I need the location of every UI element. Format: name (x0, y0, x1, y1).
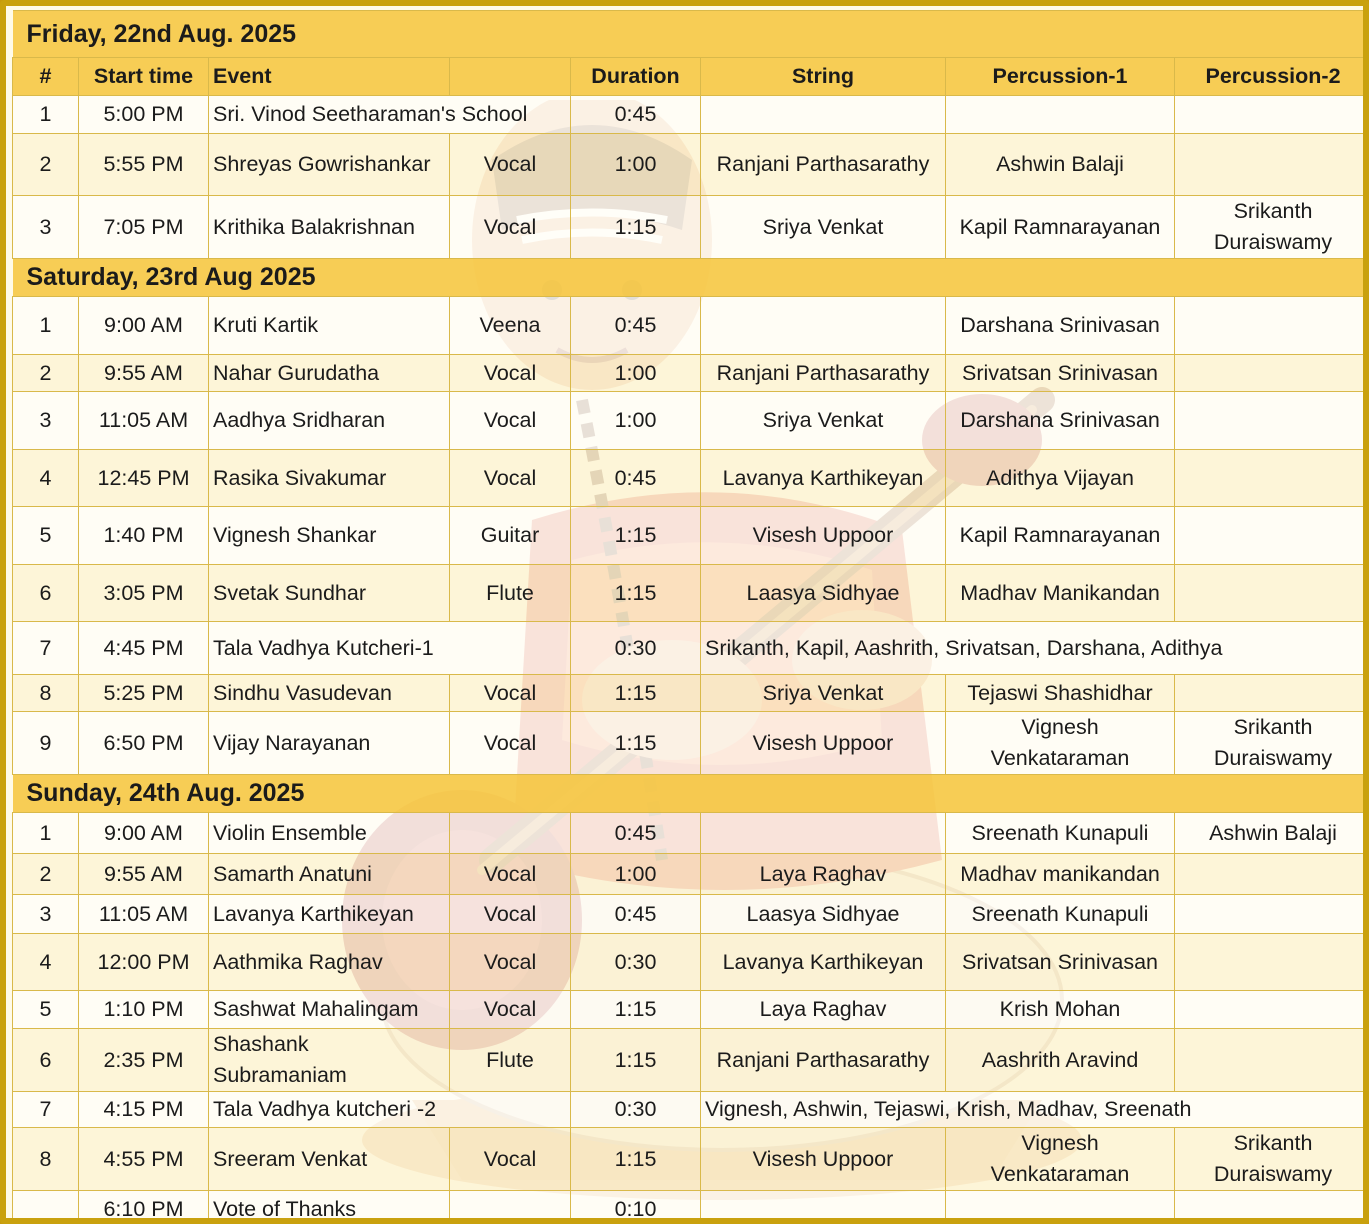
percussion-1-artist: Vignesh Venkataraman (946, 1128, 1175, 1191)
percussion-2-artist (1175, 934, 1369, 991)
percussion-2-artist (1175, 134, 1369, 196)
row-number: 7 (13, 1092, 79, 1128)
percussion-2-artist (1175, 355, 1369, 392)
percussion-2-artist (1175, 565, 1369, 622)
column-header-event: Event (209, 58, 450, 96)
percussion-2-artist (1175, 991, 1369, 1029)
day-header-row (13, 775, 1369, 813)
day-header-row (13, 259, 1369, 297)
percussion-2-artist (1175, 392, 1369, 450)
percussion-1-artist (946, 96, 1175, 134)
duration: 0:30 (571, 1092, 701, 1128)
percussion-2-artist (1175, 895, 1369, 934)
duration: 1:15 (571, 1128, 701, 1191)
column-header-number: # (13, 58, 79, 96)
start-time: 12:00 PM (79, 934, 209, 991)
event-name: Sindhu Vasudevan (209, 675, 450, 712)
row-number: 7 (13, 622, 79, 675)
table-row (13, 854, 1369, 895)
percussion-1-artist: Madhav manikandan (946, 854, 1175, 895)
table-row (13, 355, 1369, 392)
start-time: 9:00 AM (79, 297, 209, 355)
day-title: Friday, 22nd Aug. 2025 (13, 11, 1369, 58)
duration: 0:45 (571, 297, 701, 355)
start-time: 5:00 PM (79, 96, 209, 134)
table-row (13, 1092, 1369, 1128)
event-name: Tala Vadhya Kutcheri-1 (209, 622, 571, 675)
row-number: 3 (13, 392, 79, 450)
column-header-row (13, 58, 1369, 96)
string-accompanist: Sriya Venkat (701, 392, 946, 450)
instrument: Veena (450, 297, 571, 355)
string-accompanist: Laya Raghav (701, 991, 946, 1029)
start-time: 5:55 PM (79, 134, 209, 196)
column-header-instrument (450, 58, 571, 96)
event-name: Shreyas Gowrishankar (209, 134, 450, 196)
percussion-2-artist: Srikanth Duraiswamy (1175, 1128, 1369, 1191)
row-number: 2 (13, 355, 79, 392)
duration: 1:15 (571, 507, 701, 565)
table-row (13, 450, 1369, 507)
duration: 1:15 (571, 196, 701, 259)
percussion-1-artist: Sreenath Kunapuli (946, 895, 1175, 934)
string-accompanist: Laasya Sidhyae (701, 895, 946, 934)
percussion-2-artist: Ashwin Balaji (1175, 813, 1369, 854)
string-accompanist: Sriya Venkat (701, 196, 946, 259)
row-number: 5 (13, 507, 79, 565)
table-row (13, 813, 1369, 854)
instrument: Vocal (450, 196, 571, 259)
instrument: Vocal (450, 712, 571, 775)
instrument: Flute (450, 1029, 571, 1092)
table-row (13, 96, 1369, 134)
start-time: 9:55 AM (79, 355, 209, 392)
instrument (450, 1191, 571, 1224)
duration: 0:45 (571, 895, 701, 934)
table-row (13, 392, 1369, 450)
row-number: 8 (13, 1128, 79, 1191)
event-name: Vijay Narayanan (209, 712, 450, 775)
duration: 1:15 (571, 991, 701, 1029)
percussion-1-artist: Srivatsan Srinivasan (946, 934, 1175, 991)
table-row (13, 565, 1369, 622)
string-accompanist: Sriya Venkat (701, 675, 946, 712)
duration: 0:45 (571, 813, 701, 854)
table-row (13, 675, 1369, 712)
instrument: Flute (450, 565, 571, 622)
percussion-1-artist: Darshana Srinivasan (946, 297, 1175, 355)
instrument: Guitar (450, 507, 571, 565)
start-time: 2:35 PM (79, 1029, 209, 1092)
table-row (13, 934, 1369, 991)
percussion-2-artist (1175, 96, 1369, 134)
duration: 1:15 (571, 675, 701, 712)
event-name: Vignesh Shankar (209, 507, 450, 565)
percussion-1-artist: Krish Mohan (946, 991, 1175, 1029)
row-number: 1 (13, 813, 79, 854)
row-number: 8 (13, 675, 79, 712)
percussion-1-artist: Ashwin Balaji (946, 134, 1175, 196)
start-time: 4:15 PM (79, 1092, 209, 1128)
row-number: 5 (13, 991, 79, 1029)
instrument: Vocal (450, 895, 571, 934)
row-number (13, 1191, 79, 1224)
table-row (13, 895, 1369, 934)
table-row (13, 507, 1369, 565)
duration: 0:30 (571, 934, 701, 991)
column-header-string: String (701, 58, 946, 96)
duration: 1:00 (571, 134, 701, 196)
event-name: Samarth Anatuni (209, 854, 450, 895)
table-row (13, 622, 1369, 675)
start-time: 7:05 PM (79, 196, 209, 259)
string-accompanist: Ranjani Parthasarathy (701, 1029, 946, 1092)
string-accompanist (701, 1191, 946, 1224)
instrument: Vocal (450, 854, 571, 895)
column-header-percussion-1: Percussion-1 (946, 58, 1175, 96)
table-row (13, 1029, 1369, 1092)
instrument: Vocal (450, 1128, 571, 1191)
event-name: Kruti Kartik (209, 297, 450, 355)
row-number: 1 (13, 96, 79, 134)
instrument: Vocal (450, 450, 571, 507)
start-time: 4:45 PM (79, 622, 209, 675)
row-number: 4 (13, 934, 79, 991)
percussion-1-artist: Adithya Vijayan (946, 450, 1175, 507)
column-header-duration: Duration (571, 58, 701, 96)
table-row (13, 1128, 1369, 1191)
percussion-1-artist: Vignesh Venkataraman (946, 712, 1175, 775)
start-time: 1:40 PM (79, 507, 209, 565)
percussion-2-artist (1175, 1029, 1369, 1092)
ensemble-artists: Srikanth, Kapil, Aashrith, Srivatsan, Darshana, Adithya (701, 622, 1369, 675)
table-row (13, 196, 1369, 259)
percussion-2-artist (1175, 507, 1369, 565)
start-time: 3:05 PM (79, 565, 209, 622)
day-header-row (13, 11, 1369, 58)
event-name: Sri. Vinod Seetharaman's School (209, 96, 571, 134)
percussion-1-artist: Madhav Manikandan (946, 565, 1175, 622)
percussion-1-artist: Srivatsan Srinivasan (946, 355, 1175, 392)
row-number: 4 (13, 450, 79, 507)
percussion-2-artist (1175, 675, 1369, 712)
string-accompanist: Ranjani Parthasarathy (701, 355, 946, 392)
table-row (13, 134, 1369, 196)
percussion-1-artist: Sreenath Kunapuli (946, 813, 1175, 854)
row-number: 1 (13, 297, 79, 355)
string-accompanist: Laya Raghav (701, 854, 946, 895)
percussion-2-artist (1175, 450, 1369, 507)
table-row (13, 991, 1369, 1029)
duration: 1:15 (571, 712, 701, 775)
percussion-2-artist (1175, 854, 1369, 895)
percussion-1-artist: Darshana Srinivasan (946, 392, 1175, 450)
start-time: 9:00 AM (79, 813, 209, 854)
string-accompanist (701, 297, 946, 355)
string-accompanist (701, 96, 946, 134)
concert-schedule-table (12, 10, 1369, 1224)
event-name: Krithika Balakrishnan (209, 196, 450, 259)
event-name: Sashwat Mahalingam (209, 991, 450, 1029)
schedule-wrapper (12, 10, 1369, 1224)
duration: 1:00 (571, 854, 701, 895)
instrument: Vocal (450, 355, 571, 392)
duration: 1:15 (571, 565, 701, 622)
duration: 1:00 (571, 392, 701, 450)
table-row (13, 297, 1369, 355)
string-accompanist: Visesh Uppoor (701, 507, 946, 565)
percussion-1-artist: Tejaswi Shashidhar (946, 675, 1175, 712)
duration: 0:30 (571, 622, 701, 675)
string-accompanist: Visesh Uppoor (701, 1128, 946, 1191)
event-name: Rasika Sivakumar (209, 450, 450, 507)
start-time: 12:45 PM (79, 450, 209, 507)
row-number: 3 (13, 196, 79, 259)
event-name: Sreeram Venkat (209, 1128, 450, 1191)
event-name: Tala Vadhya kutcheri -2 (209, 1092, 571, 1128)
schedule-body (13, 11, 1369, 1224)
string-accompanist: Visesh Uppoor (701, 712, 946, 775)
event-name: Nahar Gurudatha (209, 355, 450, 392)
table-row (13, 1191, 1369, 1224)
row-number: 9 (13, 712, 79, 775)
row-number: 3 (13, 895, 79, 934)
start-time: 1:10 PM (79, 991, 209, 1029)
instrument (450, 813, 571, 854)
string-accompanist: Ranjani Parthasarathy (701, 134, 946, 196)
duration: 0:10 (571, 1191, 701, 1224)
start-time: 6:50 PM (79, 712, 209, 775)
event-name: Vote of Thanks (209, 1191, 450, 1224)
event-name: Lavanya Karthikeyan (209, 895, 450, 934)
duration: 0:45 (571, 450, 701, 507)
ensemble-artists: Vignesh, Ashwin, Tejaswi, Krish, Madhav, Sreenath (701, 1092, 1369, 1128)
string-accompanist (701, 813, 946, 854)
event-name: Svetak Sundhar (209, 565, 450, 622)
instrument: Vocal (450, 934, 571, 991)
row-number: 2 (13, 134, 79, 196)
duration: 0:45 (571, 96, 701, 134)
table-row (13, 712, 1369, 775)
column-header-start-time: Start time (79, 58, 209, 96)
start-time: 11:05 AM (79, 895, 209, 934)
day-title: Sunday, 24th Aug. 2025 (13, 775, 1369, 813)
percussion-1-artist: Kapil Ramnarayanan (946, 507, 1175, 565)
start-time: 5:25 PM (79, 675, 209, 712)
percussion-1-artist: Aashrith Aravind (946, 1029, 1175, 1092)
percussion-2-artist (1175, 297, 1369, 355)
string-accompanist: Lavanya Karthikeyan (701, 934, 946, 991)
instrument: Vocal (450, 392, 571, 450)
event-name: Aathmika Raghav (209, 934, 450, 991)
event-name: Aadhya Sridharan (209, 392, 450, 450)
event-name: Violin Ensemble (209, 813, 450, 854)
start-time: 6:10 PM (79, 1191, 209, 1224)
duration: 1:15 (571, 1029, 701, 1092)
start-time: 11:05 AM (79, 392, 209, 450)
day-title: Saturday, 23rd Aug 2025 (13, 259, 1369, 297)
row-number: 6 (13, 1029, 79, 1092)
row-number: 2 (13, 854, 79, 895)
start-time: 4:55 PM (79, 1128, 209, 1191)
start-time: 9:55 AM (79, 854, 209, 895)
percussion-2-artist: Srikanth Duraiswamy (1175, 712, 1369, 775)
column-header-percussion-2: Percussion-2 (1175, 58, 1369, 96)
string-accompanist: Laasya Sidhyae (701, 565, 946, 622)
percussion-2-artist: Srikanth Duraiswamy (1175, 196, 1369, 259)
row-number: 6 (13, 565, 79, 622)
percussion-1-artist (946, 1191, 1175, 1224)
duration: 1:00 (571, 355, 701, 392)
instrument: Vocal (450, 675, 571, 712)
percussion-1-artist: Kapil Ramnarayanan (946, 196, 1175, 259)
percussion-2-artist (1175, 1191, 1369, 1224)
instrument: Vocal (450, 134, 571, 196)
event-name: Shashank Subramaniam (209, 1029, 450, 1092)
string-accompanist: Lavanya Karthikeyan (701, 450, 946, 507)
instrument: Vocal (450, 991, 571, 1029)
